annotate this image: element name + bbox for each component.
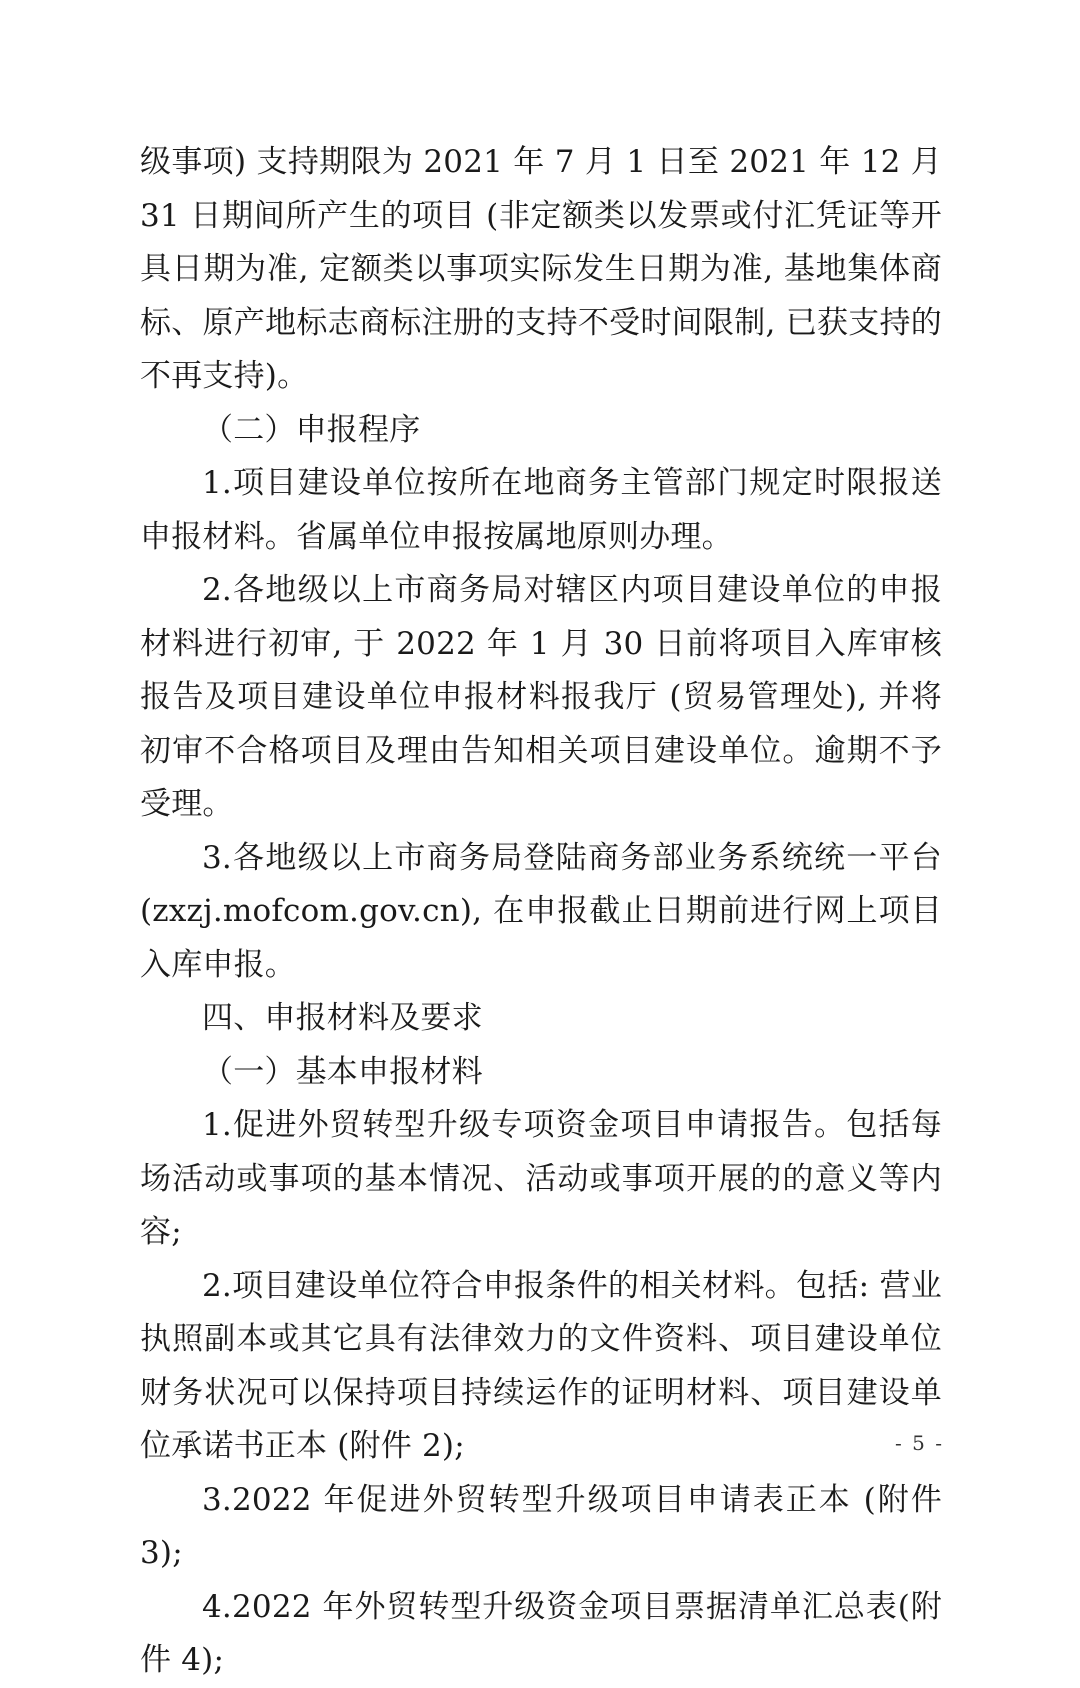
subsection-heading-basic-materials: （一）基本申报材料 bbox=[202, 1053, 483, 1090]
paragraph-procedure-3: 3.各地级以上市商务局登陆商务部业务系统统一平台 (zxzj.mofcom.gov.cn), 在申报截止日期前进行网上项目入库申报。 bbox=[140, 839, 942, 983]
document-body bbox=[140, 136, 942, 1688]
page-number: - 5 - bbox=[895, 1431, 944, 1455]
section-heading-materials: 四、申报材料及要求 bbox=[202, 1000, 483, 1036]
paragraph-materials-1: 1.促进外贸转型升级专项资金项目申请报告。包括每场活动或事项的基本情况、活动或事项开展的的意义等内容; bbox=[140, 1107, 942, 1250]
paragraph-procedure-2: 2.各地级以上市商务局对辖区内项目建设单位的申报材料进行初审, 于 2022 年 1 月 30 日前将项目入库审核报告及项目建设单位申报材料报我厅 (贸易管理处), 并将初审不合格项目及理由告知相关项目建设单位。逾期不予受理。 bbox=[140, 572, 942, 822]
paragraph-procedure-1: 1.项目建设单位按所在地商务主管部门规定时限报送申报材料。省属单位申报按属地原则办理。 bbox=[140, 465, 942, 555]
paragraph-materials-2: 2.项目建设单位符合申报条件的相关材料。包括: 营业执照副本或其它具有法律效力的文件资料、项目建设单位财务状况可以保持项目持续运作的证明材料、项目建设单位承诺书正本 (附件 2); bbox=[140, 1267, 942, 1464]
paragraph-materials-4: 4.2022 年外贸转型升级资金项目票据清单汇总表(附件 4); bbox=[140, 1588, 942, 1678]
paragraph-support-period: 级事项) 支持期限为 2021 年 7 月 1 日至 2021 年 12 月 31 日期间所产生的项目 (非定额类以发票或付汇凭证等开具日期为准, 定额类以事项实际发生日期为准, 基地集体商标、原产地标志商标注册的支持不受时间限制, 已获支持的不再支持)。 bbox=[140, 144, 942, 394]
section-heading-procedure: （二）申报程序 bbox=[202, 411, 421, 448]
paragraph-materials-3: 3.2022 年促进外贸转型升级项目申请表正本 (附件 3); bbox=[140, 1481, 942, 1571]
